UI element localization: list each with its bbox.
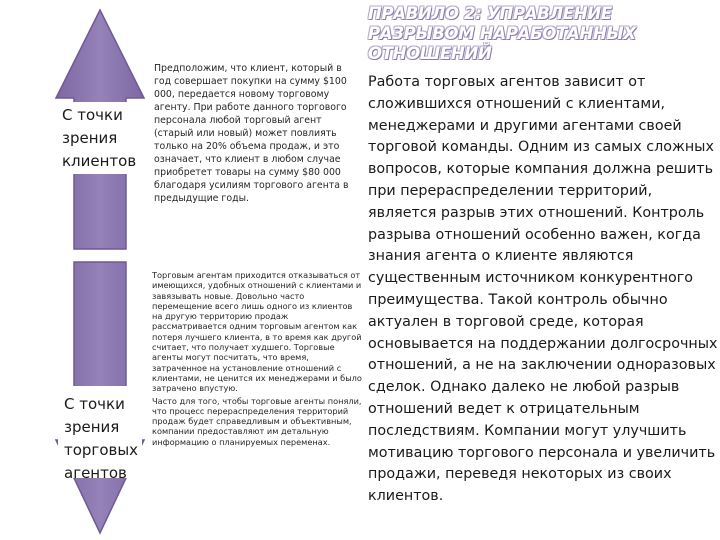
agents-note-paragraph-1: Торговым агентам приходится отказываться от имеющихся, удобных отношений с клиентами и завязывать новые. Довольно часто перемещение всего лишь одного из клиентов на другую территорию продаж рассматривается одним торговым агентом как потеря лучшего клиента, в то время как другой считает, что получает худшего. Торговые агенты могут посчитать, что время, затраченное на установление отношений с клиентами, не ценится их менеджерами и было затрачено впустую.: [152, 270, 362, 394]
agents-note: [152, 270, 364, 449]
client-example-note: Предположим, что клиент, который в год совершает покупки на сумму $100 000, передается новому торговому агенту. При работе данного торгового персонала любой торговый агент (старый или новый) может повлиять только на 20% объема продаж, и это означает, что клиент в любом случае приобретет товары на сумму $80 000 благодаря усилиям торгового агента в предыдущие годы.: [154, 63, 349, 204]
slide-title: ПРАВИЛО 2: УПРАВЛЕНИЕ РАЗРЫВОМ НАРАБОТАННЫХ ОТНОШЕНИЙ: [368, 4, 636, 63]
main-body-text: Работа торговых агентов зависит от сложившихся отношений с клиентами, менеджерами и другими агентами своей торговой команды. Одним из самых сложных вопросов, которые компания должна решить при перераспределении территорий, является разрыв этих отношений. Контроль разрыва отношений особенно важен, когда знания агента о клиенте являются существенным источником конкурентного преимущества. Такой контроль обычно актуален в торговой среде, которая основывается на поддержании долгосрочных отношений, а не на заключении одноразовых сделок. Однако далеко не любой разрыв отношений ведет к отрицательным последствиям. Компании могут улучшить мотивацию торгового персонала и увеличить продажи, переведя некоторых из своих клиентов.: [368, 74, 718, 505]
agents-note-paragraph-2: Часто для того, чтобы торговые агенты поняли, что процесс перераспределения территорий продаж будет справедливым и объективным, компании предоставляют им детальную информацию о планируемых переменах.: [152, 395, 362, 447]
agents-viewpoint-label: С точки зрения торговых агентов: [64, 395, 139, 482]
clients-viewpoint-label: С точки зрения клиентов: [62, 106, 137, 170]
